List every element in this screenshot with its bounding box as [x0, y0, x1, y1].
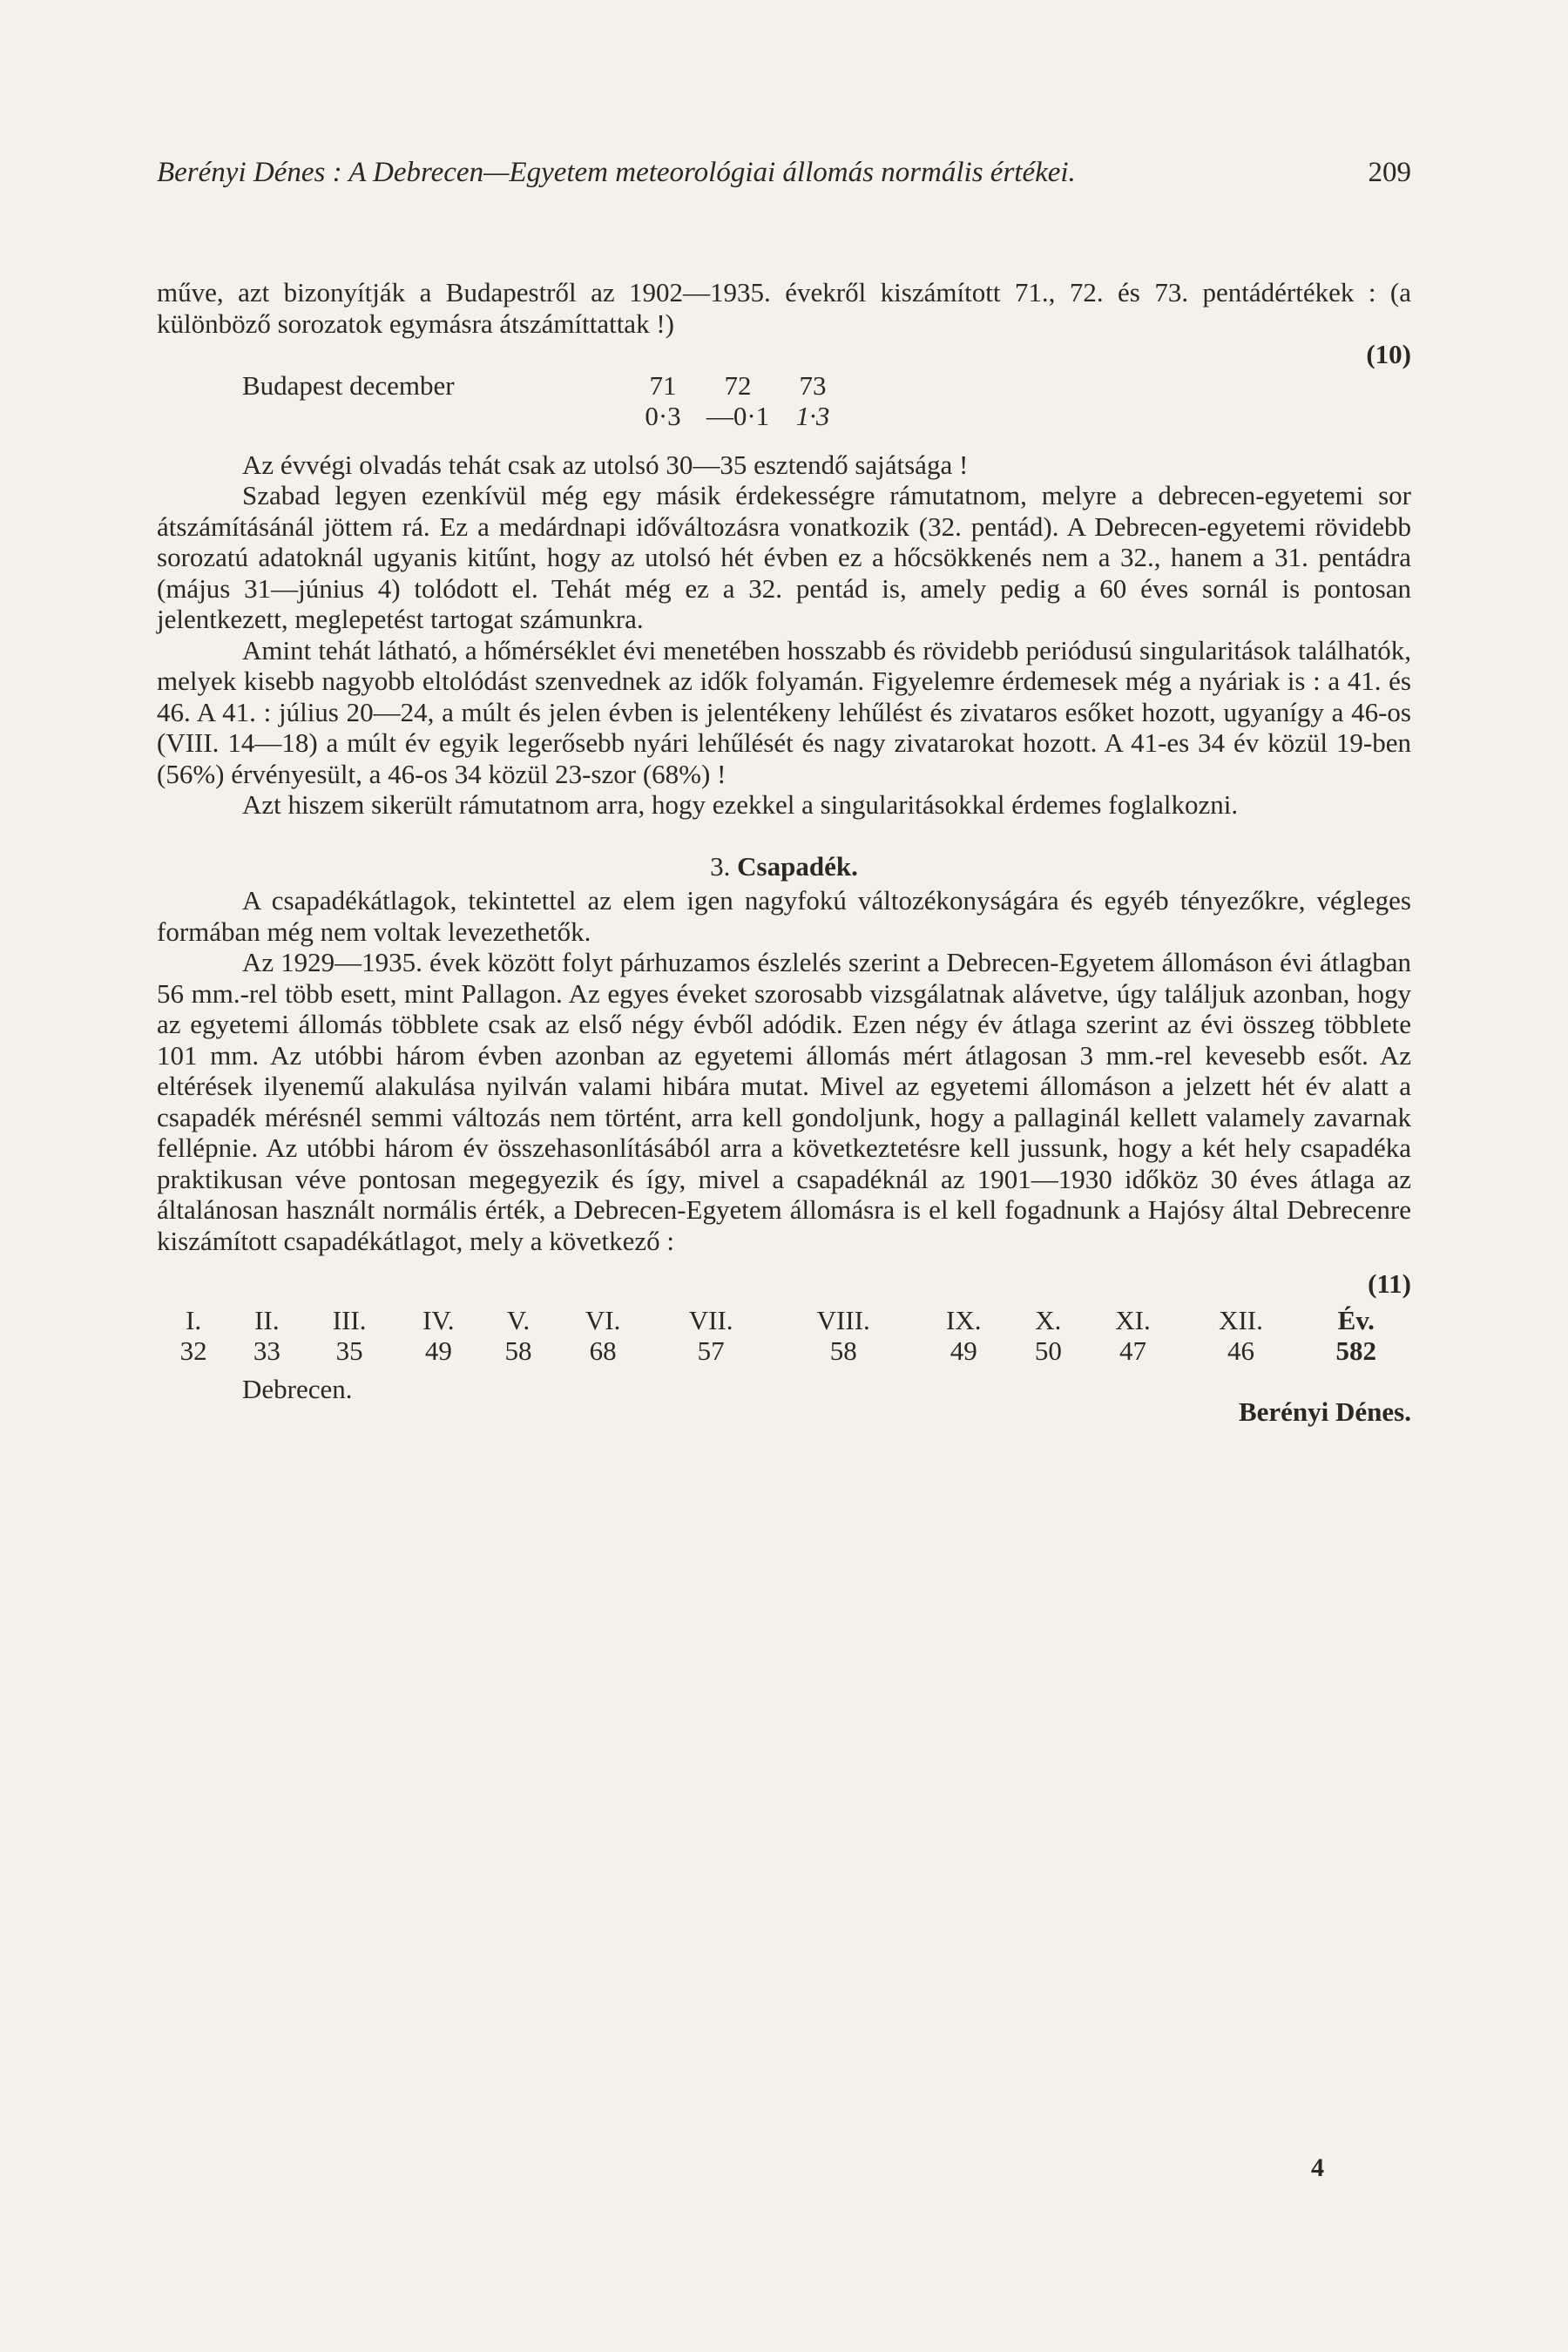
month-cell: II.	[254, 1304, 280, 1335]
value-cell: 58	[504, 1335, 532, 1366]
equation-10-row-label: Budapest december	[242, 369, 455, 401]
month-cell: IX.	[946, 1304, 982, 1335]
intro-paragraph: műve, azt bizonyítják a Budapestről az 1902—1935. évekről kiszámított 71., 72. és 73. pentádértékek : (a különböző sorozatok egymásra átszámíttattak !)	[157, 277, 1411, 339]
value-cell: 33	[253, 1335, 280, 1366]
signature-block	[157, 1367, 1411, 1436]
value-cell: 47	[1119, 1335, 1146, 1366]
paragraph: Azt hiszem sikerült rámutatnom arra, hogy ezekkel a singularitásokkal érdemes foglalkozni.	[242, 789, 1239, 820]
month-cell: V.	[506, 1304, 531, 1335]
value-cell: 49	[950, 1335, 977, 1366]
month-cell: XII.	[1219, 1304, 1263, 1335]
equation-10-header-row	[157, 370, 1411, 402]
month-row	[157, 1305, 1411, 1336]
month-cell: VIII.	[816, 1304, 870, 1335]
paragraph: Amint tehát látható, a hőmérséklet évi menetében hosszabb és rövidebb periódusú singularitások találhatók, melyek kisebb nagyobb eltolódást szenvednek az idők folyamán. Figyelemre érdemesek még a nyáriak is : a 41. és 46. A 41. : július 20—24, a múlt és jelen évben is jelentékeny lehűlést és zivataros esőket hozott, ugyanígy a 46-os (VIII. 14—18) a múlt év egyik legerősebb nyári lehűlését és nagy zivatarokat hozott. A 41-es 34 év közül 19-ben (56%) érvényesült, a 46-os 34 közül 23-szor (68%) !	[157, 634, 1411, 789]
section-number: 3.	[710, 850, 731, 882]
pentad-value: —0·1	[706, 401, 770, 431]
signature-mark: 4	[1311, 2153, 1324, 2182]
paragraph: A csapadékátlagok, tekintettel az elem igen nagyfokú változékonyságára és egyéb tényezőkre, végleges formában még nem voltak levezethetők.	[157, 885, 1411, 947]
value-cell: 50	[1034, 1335, 1062, 1366]
value-cell: 46	[1227, 1335, 1254, 1366]
value-cell: 57	[697, 1335, 725, 1366]
month-cell: VI.	[585, 1304, 621, 1335]
equation-11-label: (11)	[1368, 1268, 1411, 1299]
pentad-value: 0·3	[645, 401, 681, 431]
section-heading	[157, 851, 1411, 882]
pentad-header: 72	[724, 369, 752, 401]
pentad-header: 71	[649, 369, 677, 401]
page-number: 209	[1368, 157, 1411, 188]
paragraph: Szabad legyen ezenkívül még egy másik érdekességre rámutatnom, melyre a debrecen-egyetemi sor átszámításánál jöttem rá. Ez a medárdnapi időváltozásra vonatkozik (32. pentád). A Debrecen-egyetemi rövidebb sorozatú adatoknál ugyanis kitűnt, hogy az utolsó hét évben ez a hőcsökkenés nem a 32., hanem a 31. pentádra (május 31—június 4) tolódott el. Tehát még ez a 32. pentád is, amely pedig a 60 éves sornál is pontosan jelentkezett, meglepetést tartogat számunkra.	[157, 480, 1411, 634]
equation-10-label: (10)	[1366, 339, 1411, 369]
paragraph: Az 1929—1935. évek között folyt párhuzamos észlelés szerint a Debrecen-Egyetem állomáson évi átlagban 56 mm.-rel több esett, mint Pallagon. Az egyes éveket szorosabb vizsgálatnak alávetve, úgy találjuk azonban, hogy az egyetemi állomás többlete csak az első négy évből adódik. Ezen négy év átlaga szerint az évi összeg többlete 101 mm. Az utóbbi három évben azonban az egyetemi állomás mért átlagosan 3 mm.-rel kevesebb esőt. Az eltérések ilyenemű alakulása nyilván valami hibára mutat. Mivel az egyetemi állomáson a jelzett hét év alatt a csapadék mérésnél semmi változás nem történt, arra kell gondoljunk, hogy a pallaginál kellett valamely zavarnak fellépnie. Az utóbbi három év összehasonlításából arra a következtetésre kell jussunk, hogy a két hely csapadéka praktikusan véve pontosan megegyezik és így, mivel a csapadéknál az 1901—1930 időköz 30 éves átlaga az általánosan használt normális érték, a Debrecen-Egyetem állomásra is el kell fogadnunk a Hajósy által Debrecenre kiszámított csapadékátlagot, mely a következő :	[157, 947, 1411, 1256]
month-cell: IV.	[422, 1304, 455, 1335]
value-cell: 58	[829, 1335, 857, 1366]
value-cell: 32	[179, 1335, 207, 1366]
value-row	[157, 1335, 1411, 1367]
month-cell: X.	[1035, 1304, 1062, 1335]
month-cell: I.	[186, 1304, 202, 1335]
value-cell: 68	[589, 1335, 617, 1366]
author-name: Berényi Dénes.	[1238, 1396, 1411, 1427]
pentad-header: 73	[799, 369, 827, 401]
section-title: Csapadék.	[737, 850, 858, 882]
value-cell: 49	[424, 1335, 452, 1366]
place-name: Debrecen.	[242, 1373, 353, 1404]
paragraph: Az évvégi olvadás tehát csak az utolsó 30—35 esztendő sajátsága !	[242, 449, 969, 480]
annual-total-cell: 582	[1335, 1335, 1377, 1366]
month-cell: VII.	[688, 1304, 733, 1335]
body-text	[157, 277, 1411, 1436]
precipitation-table	[157, 1305, 1411, 1367]
month-cell: III.	[332, 1304, 367, 1335]
year-cell: Év.	[1337, 1304, 1375, 1335]
value-cell: 35	[335, 1335, 363, 1366]
running-header	[157, 157, 1411, 189]
equation-10-value-row	[157, 401, 1411, 432]
running-title: Berényi Dénes : A Debrecen—Egyetem meteorológiai állomás normális értékei.	[157, 157, 1076, 188]
month-cell: XI.	[1115, 1304, 1151, 1335]
pentad-value: 1·3	[795, 401, 830, 431]
